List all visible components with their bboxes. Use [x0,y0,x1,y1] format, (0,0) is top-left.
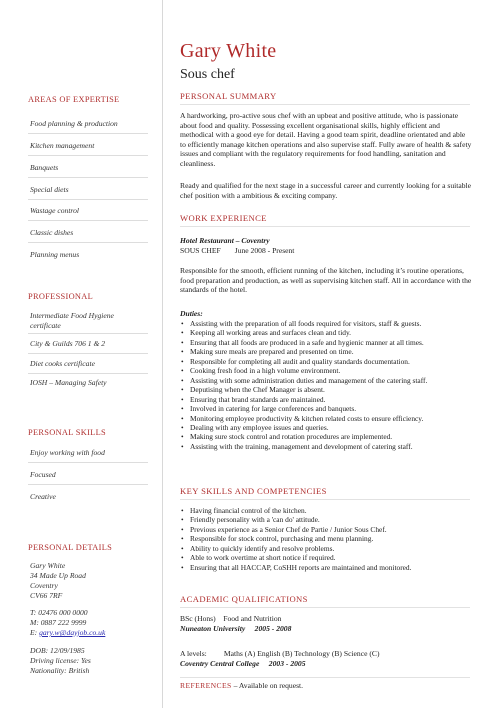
references-label: REFERENCES [180,681,232,690]
address-line: CV66 7RF [30,591,63,600]
duties-label: Duties: [180,309,203,318]
a-levels: A levels: Maths (A) English (B) Technology (B) Science (C) [180,649,380,658]
professional-item: Diet cooks certificate [30,359,95,368]
address-line: Coventry [30,581,58,590]
expertise-item: Planning menus [30,250,80,259]
divider [180,499,470,500]
list-item: • Having financial control of the kitchen. [180,506,472,515]
skill-item: Creative [30,492,56,501]
key-skills-title: KEY SKILLS AND COMPETENCIES [180,486,327,496]
list-item: • Responsible for stock control, purchasing and menu planning. [180,534,472,543]
references-text: – Available on request. [231,681,304,690]
degree: BSc (Hons) Food and Nutrition [180,614,282,623]
list-item: • Previous experience as a Senior Chef de Partie / Junior Sous Chef. [180,525,472,534]
skill-item: Enjoy working with food [30,448,105,457]
email-link[interactable]: gary.w@dayjob.co.uk [39,628,106,637]
expertise-item: Special diets [30,185,69,194]
list-item: • Ability to quickly identify and resolve problems. [180,544,472,553]
divider [28,220,148,221]
list-item: • Assisting with some administration duties and management of the catering staff. [180,376,472,385]
expertise-item: Wastage control [30,206,80,215]
expertise-item: Banquets [30,163,59,172]
phone: T: 02476 000 0000 [30,608,88,617]
list-item: • Making sure meals are prepared and presented on time. [180,347,472,356]
professional-title: PROFESSIONAL [28,292,94,301]
list-item: • Able to work overtime at short notice if required. [180,553,472,562]
list-item: • Friendly personality with a 'can do' attitude. [180,515,472,524]
professional-item: City & Guilds 706 1 & 2 [30,339,106,348]
sidebar [0,0,163,708]
email-row [30,628,105,638]
divider [28,353,148,354]
divider [28,133,148,134]
list-item: • Cooking fresh food in a high volume environment. [180,366,472,375]
divider [28,462,148,463]
divider [28,242,148,243]
list-item: • Ensuring that all HACCAP, CoSHH reports are maintained and monitored. [180,563,472,572]
candidate-name: Gary White [180,40,277,62]
employer: Hotel Restaurant – Coventry [180,236,270,245]
dob: DOB: 12/09/1985 [30,646,85,655]
driving-license: Driving license: Yes [30,656,91,665]
list-item: • Making sure stock control and rotation procedures are implemented. [180,432,472,441]
professional-item: Intermediate Food Hygiene certificate [30,311,114,330]
divider [180,226,470,227]
work-title: WORK EXPERIENCE [180,213,267,223]
email-prefix: E: [30,628,40,637]
summary-paragraph: A hardworking, pro-active sous chef with an upbeat and positive attitude, who is passionate about food and quality. Possessing excellent organisational skills, highly efficient and methodical with a good eye for detail. Having a good team spirit, deadline orientated and able to efficiently manage kitchen operations and also supervise staff. Fully aware of health & safety issues and compliant with the regulatory requirements for food handling, sanitation and cleanliness. [180,111,472,168]
divider [28,484,148,485]
list-item: • Ensuring that brand standards are maintained. [180,395,472,404]
nationality: Nationality: British [30,666,90,675]
expertise-item: Classic dishes [30,228,74,237]
list-item: • Deputising when the Chef Manager is absent. [180,385,472,394]
list-item: • Keeping all working areas and surfaces clean and tidy. [180,328,472,337]
divider [28,199,148,200]
expertise-title: AREAS OF EXPERTISE [28,95,120,104]
divider [28,373,148,374]
academic-title: ACADEMIC QUALIFICATIONS [180,594,308,604]
divider [180,607,470,608]
summary-paragraph: Ready and qualified for the next stage in a successful career and currently looking for a suitable chef position with a ambitious & exciting company. [180,181,471,200]
address-line: 34 Made Up Road [30,571,86,580]
list-item: • Assisting with the training, management and development of catering staff. [180,442,472,451]
summary-title: PERSONAL SUMMARY [180,91,277,101]
list-item: • Responsible for completing all audit and quality standards documentation. [180,357,472,366]
divider [28,333,148,334]
expertise-item: Kitchen management [30,141,95,150]
list-item: • Ensuring that all foods are produced in a safe and hygienic manner at all times. [180,338,472,347]
job-dates: June 2008 - Present [234,246,295,255]
key-skills-list [180,506,472,572]
job-description: Responsible for the smooth, efficient running of the kitchen, including it’s routine operations, food preparation and production, as well as supervising kitchen staff. All in accordance with the standards of the hotel. [180,266,472,295]
divider [180,104,470,105]
skills-title: PERSONAL SKILLS [28,428,106,437]
duties-list [180,319,472,451]
skill-item: Focused [30,470,56,479]
references [180,681,472,691]
list-item: • Assisting with the preparation of all foods required for visitors, staff & guests. [180,319,472,328]
list-item: • Dealing with any employee issues and queries. [180,423,472,432]
professional-item: IOSH – Managing Safety [30,378,107,387]
divider [28,177,148,178]
college: Coventry Central College 2003 - 2005 [180,659,306,668]
university: Nuneaton University 2005 - 2008 [180,624,292,633]
address-line: Gary White [30,561,66,570]
divider [28,155,148,156]
candidate-role: Sous chef [180,67,235,82]
job-line [180,246,472,256]
job-position: SOUS CHEF [180,246,221,255]
divider [180,677,470,678]
mobile: M: 0887 222 9999 [30,618,87,627]
list-item: • Involved in catering for large conferences and banquets. [180,404,472,413]
details-title: PERSONAL DETAILS [28,543,113,552]
list-item: • Monitoring employee productivity & kitchen related costs to ensure efficiency. [180,414,472,423]
expertise-item: Food planning & production [30,119,118,128]
